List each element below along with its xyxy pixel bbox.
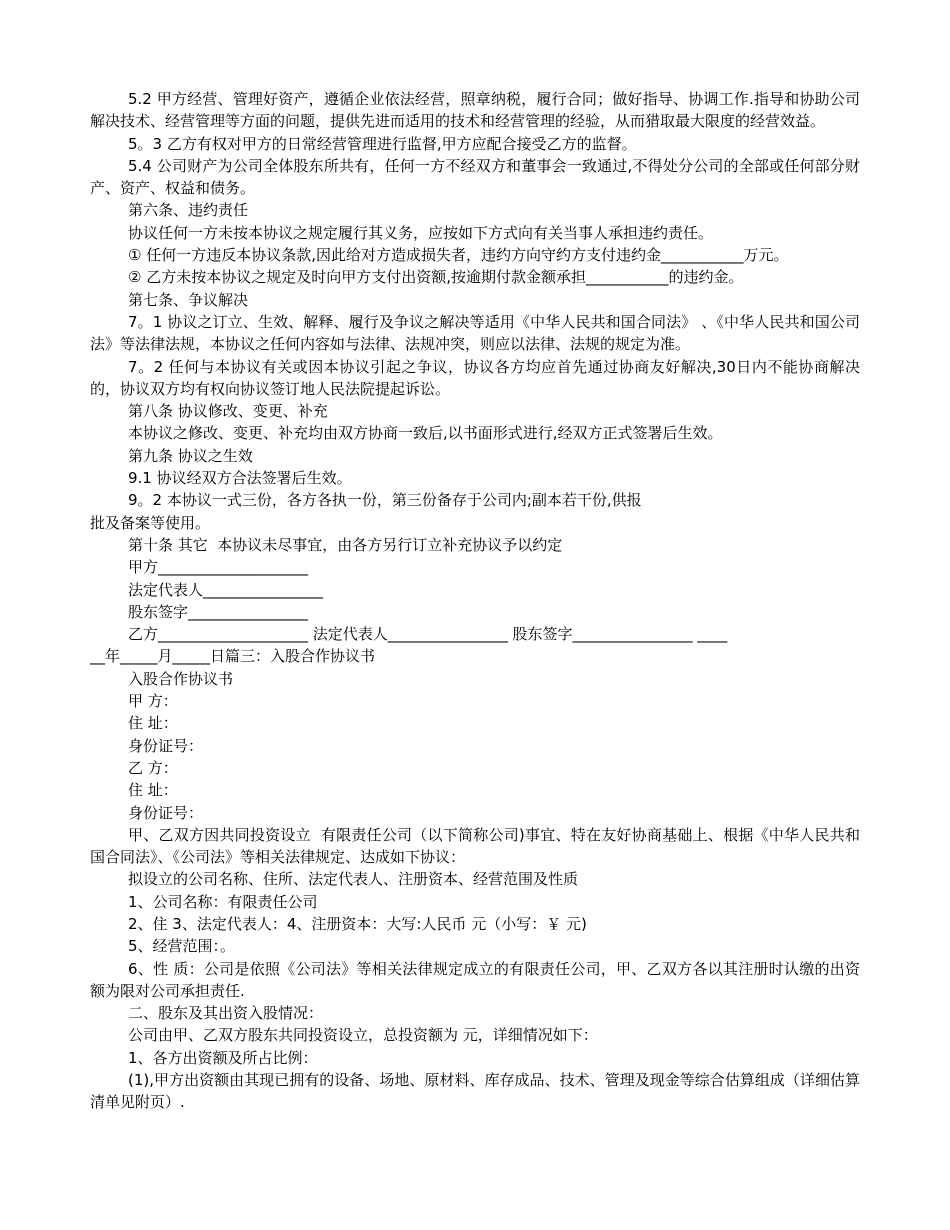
preamble: 甲、乙双方因共同投资设立 有限责任公司（以下简称公司)事宜、特在友好协商基础上、根据《中华人民共和国合同法》、《公司法》等相关法律规定、达成如下协议：: [90, 825, 860, 867]
clause-5-3: 5。3 乙方有权对甲方的日常经营管理进行监督,甲方应配合接受乙方的监督。: [128, 134, 637, 153]
party-b-address-label: 住 址：: [128, 781, 178, 800]
article-7-heading: 第七条、争议解决: [128, 290, 249, 309]
clause-9-1: 9.1 协议经双方合法签署后生效。: [128, 469, 352, 488]
clause-5-4: 5.4 公司财产为公司全体股东所共有，任何一方不经双方和董事会一致通过,不得处分公司的全部或任何部分财产、资产、权益和债务。: [90, 156, 860, 198]
agreement-title: 入股合作协议书: [128, 669, 234, 688]
breach-intro: 协议任何一方未按本协议之规定履行其义务，应按如下方式向有关当事人承担违约责任。: [128, 223, 714, 242]
investment-total: 公司由甲、乙双方股东共同投资设立，总投资额为 元，详细情况如下：: [128, 1026, 598, 1045]
article-6-heading: 第六条、违约责任: [128, 201, 249, 220]
company-nature: 6、性 质：公司是依照《公司法》等相关法律规定成立的有限责任公司，甲、乙双方各以其注册时认缴的出资额为限对公司承担责任.: [90, 959, 860, 1000]
clause-9-2-continued: 批及备案等使用。: [90, 513, 211, 532]
party-b-label: 乙 方：: [128, 758, 178, 777]
clause-9-2: 9。2 本协议一式三份，各方各执一份，第三份备存于公司内;副本若干份,供报: [128, 491, 642, 510]
shareholder-signature-line: 股东签字________________: [128, 602, 309, 621]
article-10: 第十条 其它 本协议未尽事宜，由各方另行订立补充协议予以约定: [128, 535, 563, 554]
article-9-heading: 第九条 协议之生效: [128, 446, 253, 465]
contribution-heading: 1、各方出资额及所占比例：: [128, 1048, 318, 1067]
clause-7-2: 7。2 任何与本协议有关或因本协议引起之争议，协议各方均应首先通过协商友好解决,30日内不能协商解决的，协议双方均有权向协议签订地人民法院提起诉讼。: [90, 357, 860, 398]
company-address-capital: 2、住 3、法定代表人：4、注册资本：大写:人民币 元（小写：￥ 元): [128, 914, 587, 933]
company-info-heading: 拟设立的公司名称、住所、法定代表人、注册资本、经营范围及性质: [128, 870, 579, 889]
breach-item-2: ② 乙方未按本协议之规定及时向甲方支付出资额,按逾期付款金额承担___________的违约金。: [128, 268, 744, 287]
date-line: __年_____月_____日篇三：入股合作协议书: [90, 647, 376, 666]
breach-item-1: ① 任何一方违反本协议条款,因此给对方造成损失者，违约方向守约方支付违约金___________万元。: [128, 246, 789, 265]
clause-7-1: 7。1 协议之订立、生效、解释、履行及争议之解决等适用《中华人民共和国合同法》 、《中华人民共和国公司法》等法律法规，本协议之任何内容如与法律、法规冲突，则应以法律、法规的规定为准。: [90, 312, 860, 354]
company-name: 1、公司名称：有限责任公司: [128, 892, 318, 911]
article-8-heading: 第八条 协议修改、变更、补充: [128, 402, 328, 421]
legal-rep-signature-line: 法定代表人________________: [128, 580, 324, 599]
article-8-body: 本协议之修改、变更、补充均由双方协商一致后,以书面形式进行,经双方正式签署后生效。: [128, 424, 723, 443]
party-a-label: 甲 方：: [128, 692, 178, 711]
clause-5-2: 5.2 甲方经营、管理好资产，遵循企业依法经营，照章纳税，履行合同；做好指导、协调工作.指导和协助公司解决技术、经营管理等方面的问题，提供先进而适用的技术和经营管理的经验，从而猎取最大限度的经营效益。: [90, 90, 860, 131]
party-b-signature-row: 乙方____________________ 法定代表人________________ 股东签字________________ ____: [128, 625, 728, 644]
party-a-contribution: (1),甲方出资额由其现已拥有的设备、场地、原材料、库存成品、技术、管理及现金等综合估算组成（详细估算清单见附页）.: [90, 1071, 860, 1112]
party-a-signature-line: 甲方____________________: [128, 558, 309, 577]
section-2-heading: 二、股东及其出资入股情况：: [128, 1004, 324, 1023]
party-a-id-label: 身份证号：: [128, 736, 204, 755]
document-page: [90, 88, 860, 1114]
party-b-id-label: 身份证号：: [128, 803, 204, 822]
business-scope: 5、经营范围：。: [128, 937, 236, 956]
party-a-address-label: 住 址：: [128, 714, 178, 733]
